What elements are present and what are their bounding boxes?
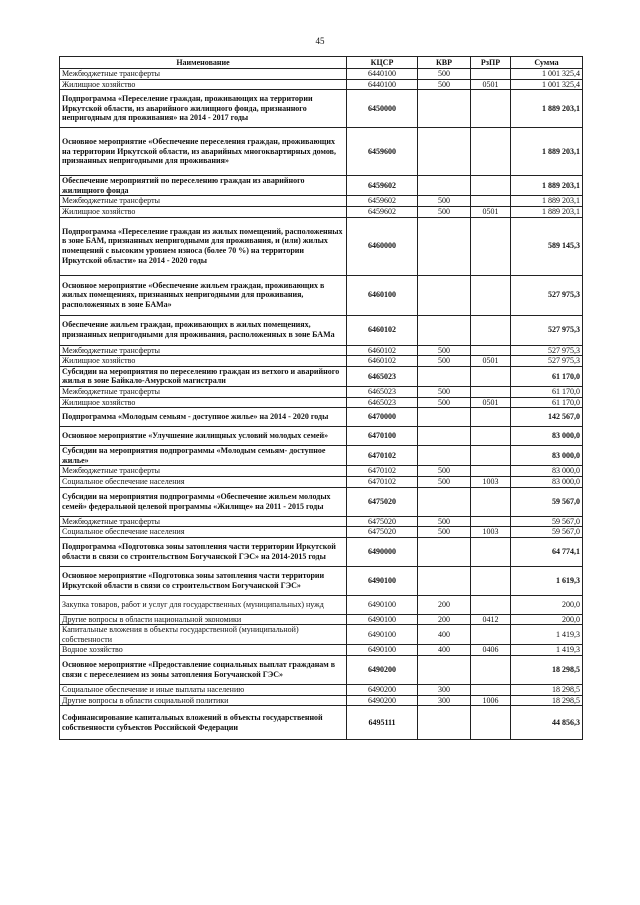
row-kvr — [418, 656, 471, 685]
row-rzpr — [471, 275, 511, 315]
row-rzpr — [471, 566, 511, 595]
row-kcsr: 6450000 — [347, 90, 418, 128]
row-rzpr: 1003 — [471, 476, 511, 487]
row-kcsr: 6459600 — [347, 128, 418, 176]
row-kvr: 500 — [418, 386, 471, 397]
row-rzpr — [471, 69, 511, 80]
row-name: Основное мероприятие «Подготовка зоны затопления части территории Иркутской области в связи со строительством Богучанской ГЭС» — [60, 566, 347, 595]
row-sum: 83 000,0 — [511, 446, 583, 466]
table-row — [60, 128, 583, 176]
table-row — [60, 487, 583, 516]
row-sum: 18 298,5 — [511, 656, 583, 685]
row-name: Межбюджетные трансферты — [60, 386, 347, 397]
row-sum: 64 774,1 — [511, 537, 583, 566]
row-kcsr: 6465023 — [347, 366, 418, 386]
row-rzpr — [471, 427, 511, 446]
row-sum: 44 856,3 — [511, 706, 583, 740]
row-sum: 1 001 325,4 — [511, 69, 583, 80]
row-rzpr: 0501 — [471, 397, 511, 408]
table-row — [60, 366, 583, 386]
row-sum: 59 567,0 — [511, 527, 583, 538]
row-rzpr — [471, 466, 511, 477]
row-kvr: 500 — [418, 466, 471, 477]
row-name: Субсидии на мероприятия по переселению граждан из ветхого и аварийного жилья в зоне Байкало-Амурской магистрали — [60, 366, 347, 386]
row-name: Межбюджетные трансферты — [60, 196, 347, 207]
row-kcsr: 6495111 — [347, 706, 418, 740]
row-name: Межбюджетные трансферты — [60, 345, 347, 356]
row-kcsr: 6460102 — [347, 345, 418, 356]
row-rzpr — [471, 217, 511, 275]
row-kvr — [418, 275, 471, 315]
row-sum: 61 170,0 — [511, 386, 583, 397]
table-row — [60, 196, 583, 207]
row-rzpr: 0501 — [471, 206, 511, 217]
row-kcsr: 6440100 — [347, 69, 418, 80]
row-sum: 200,0 — [511, 614, 583, 625]
header-kcsr: КЦСР — [347, 57, 418, 69]
budget-table — [59, 56, 583, 740]
row-kvr: 400 — [418, 645, 471, 656]
header-sum: Сумма — [511, 57, 583, 69]
row-kvr — [418, 566, 471, 595]
row-rzpr — [471, 128, 511, 176]
row-kvr — [418, 487, 471, 516]
row-kcsr: 6490100 — [347, 614, 418, 625]
row-name: Межбюджетные трансферты — [60, 466, 347, 477]
row-sum: 1 419,3 — [511, 625, 583, 645]
row-name: Обеспечение мероприятий по переселению граждан из аварийного жилищного фонда — [60, 176, 347, 196]
row-name: Закупка товаров, работ и услуг для государственных (муниципальных) нужд — [60, 595, 347, 614]
row-rzpr — [471, 516, 511, 527]
row-rzpr: 1006 — [471, 695, 511, 706]
row-kvr — [418, 408, 471, 427]
row-kcsr: 6490100 — [347, 566, 418, 595]
row-kvr: 500 — [418, 79, 471, 90]
row-name: Основное мероприятие «Предоставление социальных выплат гражданам в связи с переселением из зоны затопления Богучанской ГЭС» — [60, 656, 347, 685]
row-name: Подпрограмма «Молодым семьям - доступное жилье» на 2014 - 2020 годы — [60, 408, 347, 427]
table-row — [60, 356, 583, 367]
row-kcsr: 6459602 — [347, 196, 418, 207]
row-kcsr: 6490100 — [347, 645, 418, 656]
row-kvr — [418, 706, 471, 740]
row-sum: 59 567,0 — [511, 516, 583, 527]
row-rzpr — [471, 706, 511, 740]
table-row — [60, 79, 583, 90]
row-kvr: 300 — [418, 695, 471, 706]
row-rzpr — [471, 656, 511, 685]
table-row — [60, 476, 583, 487]
table-row — [60, 275, 583, 315]
row-kcsr: 6490100 — [347, 595, 418, 614]
row-rzpr: 1003 — [471, 527, 511, 538]
table-row — [60, 427, 583, 446]
row-sum: 142 567,0 — [511, 408, 583, 427]
row-sum: 527 975,3 — [511, 275, 583, 315]
row-name: Социальное обеспечение населения — [60, 527, 347, 538]
table-row — [60, 706, 583, 740]
table-row — [60, 537, 583, 566]
row-sum: 61 170,0 — [511, 366, 583, 386]
row-kcsr: 6470100 — [347, 427, 418, 446]
row-kcsr: 6460102 — [347, 356, 418, 367]
row-kvr: 500 — [418, 476, 471, 487]
table-row — [60, 176, 583, 196]
row-sum: 83 000,0 — [511, 427, 583, 446]
table-row — [60, 625, 583, 645]
table-row — [60, 645, 583, 656]
row-rzpr — [471, 446, 511, 466]
row-sum: 83 000,0 — [511, 466, 583, 477]
row-kvr — [418, 315, 471, 345]
row-name: Софинансирование капитальных вложений в объекты государственной собственности субъектов Российской Федерации — [60, 706, 347, 740]
row-rzpr — [471, 595, 511, 614]
table-row — [60, 695, 583, 706]
row-rzpr — [471, 537, 511, 566]
row-name: Водное хозяйство — [60, 645, 347, 656]
row-kcsr: 6490200 — [347, 656, 418, 685]
table-row — [60, 527, 583, 538]
row-name: Подпрограмма «Переселение граждан, проживающих на территории Иркутской области, из аварийного жилищного фонда, признанного непригодным для проживания» на 2014 - 2017 годы — [60, 90, 347, 128]
row-kcsr: 6490000 — [347, 537, 418, 566]
row-sum: 1 889 203,1 — [511, 176, 583, 196]
row-name: Социальное обеспечение и иные выплаты населению — [60, 685, 347, 696]
row-sum: 1 419,3 — [511, 645, 583, 656]
row-sum: 18 298,5 — [511, 685, 583, 696]
row-kcsr: 6459602 — [347, 176, 418, 196]
row-rzpr — [471, 345, 511, 356]
row-kvr — [418, 537, 471, 566]
row-rzpr — [471, 685, 511, 696]
row-kvr: 500 — [418, 516, 471, 527]
table-row — [60, 397, 583, 408]
table-row — [60, 206, 583, 217]
row-kcsr: 6460100 — [347, 275, 418, 315]
row-rzpr: 0501 — [471, 79, 511, 90]
row-rzpr — [471, 315, 511, 345]
row-sum: 527 975,3 — [511, 315, 583, 345]
row-sum: 527 975,3 — [511, 356, 583, 367]
row-name: Основное мероприятие «Улучшение жилищных условий молодых семей» — [60, 427, 347, 446]
row-kvr: 500 — [418, 196, 471, 207]
header-kvr: КВР — [418, 57, 471, 69]
table-header-row — [60, 57, 583, 69]
table-body — [60, 69, 583, 740]
row-name: Межбюджетные трансферты — [60, 69, 347, 80]
row-rzpr — [471, 196, 511, 207]
row-sum: 61 170,0 — [511, 397, 583, 408]
row-rzpr: 0406 — [471, 645, 511, 656]
row-rzpr — [471, 176, 511, 196]
row-name: Обеспечение жильем граждан, проживающих в жилых помещениях, признанных непригодными для проживания, расположенных в зоне БАМа — [60, 315, 347, 345]
row-name: Жилищное хозяйство — [60, 206, 347, 217]
row-kcsr: 6490200 — [347, 695, 418, 706]
row-rzpr — [471, 366, 511, 386]
row-name: Субсидии на мероприятия подпрограммы «Молодым семьям- доступное жилье» — [60, 446, 347, 466]
row-name: Капитальные вложения в объекты государственной (муниципальной) собственности — [60, 625, 347, 645]
row-rzpr — [471, 408, 511, 427]
row-sum: 18 298,5 — [511, 695, 583, 706]
table-row — [60, 90, 583, 128]
row-rzpr — [471, 386, 511, 397]
row-kcsr: 6470102 — [347, 446, 418, 466]
row-kvr — [418, 176, 471, 196]
table-row — [60, 69, 583, 80]
row-kcsr: 6440100 — [347, 79, 418, 90]
row-kcsr: 6475020 — [347, 527, 418, 538]
table-row — [60, 345, 583, 356]
row-rzpr — [471, 487, 511, 516]
row-name: Другие вопросы в области социальной политики — [60, 695, 347, 706]
row-sum: 1 889 203,1 — [511, 128, 583, 176]
table-row — [60, 408, 583, 427]
table-row — [60, 595, 583, 614]
table-row — [60, 566, 583, 595]
row-kvr: 500 — [418, 206, 471, 217]
table-row — [60, 446, 583, 466]
row-name: Жилищное хозяйство — [60, 79, 347, 90]
row-name: Подпрограмма «Подготовка зоны затопления части территории Иркутской области в связи со строительством Богучанской ГЭС» на 2014-2015 годы — [60, 537, 347, 566]
table-row — [60, 614, 583, 625]
row-rzpr — [471, 90, 511, 128]
row-sum: 200,0 — [511, 595, 583, 614]
row-sum: 1 889 203,1 — [511, 90, 583, 128]
row-kvr — [418, 128, 471, 176]
row-kvr — [418, 217, 471, 275]
table-row — [60, 217, 583, 275]
row-kcsr: 6490100 — [347, 625, 418, 645]
table-row — [60, 516, 583, 527]
row-kvr — [418, 427, 471, 446]
row-kcsr: 6475020 — [347, 516, 418, 527]
row-sum: 1 619,3 — [511, 566, 583, 595]
row-name: Межбюджетные трансферты — [60, 516, 347, 527]
row-rzpr — [471, 625, 511, 645]
row-kvr: 500 — [418, 356, 471, 367]
row-name: Социальное обеспечение населения — [60, 476, 347, 487]
row-sum: 59 567,0 — [511, 487, 583, 516]
row-name: Основное мероприятие «Обеспечение жильем граждан, проживающих в жилых помещениях, признанных непригодными для проживания, расположенных в зоне БАМа» — [60, 275, 347, 315]
row-kvr — [418, 90, 471, 128]
row-name: Основное мероприятие «Обеспечение переселения граждан, проживающих на территории Иркутской области, из аварийных многоквартирных домов, признанных непригодными для проживания» — [60, 128, 347, 176]
header-rzpr: РзПР — [471, 57, 511, 69]
row-name: Жилищное хозяйство — [60, 356, 347, 367]
row-sum: 1 889 203,1 — [511, 196, 583, 207]
row-kcsr: 6460000 — [347, 217, 418, 275]
row-kcsr: 6459602 — [347, 206, 418, 217]
table-row — [60, 315, 583, 345]
row-name: Другие вопросы в области национальной экономики — [60, 614, 347, 625]
row-rzpr: 0501 — [471, 356, 511, 367]
row-sum: 1 889 203,1 — [511, 206, 583, 217]
table-row — [60, 386, 583, 397]
row-sum: 589 145,3 — [511, 217, 583, 275]
row-kvr: 400 — [418, 625, 471, 645]
row-kcsr: 6470102 — [347, 476, 418, 487]
row-kvr — [418, 446, 471, 466]
row-kcsr: 6460102 — [347, 315, 418, 345]
row-name: Субсидии на мероприятия подпрограммы «Обеспечение жильем молодых семей» федеральной целевой программы «Жилище» на 2011 - 2015 годы — [60, 487, 347, 516]
row-kvr: 200 — [418, 614, 471, 625]
page-number: 45 — [315, 36, 325, 46]
row-kvr: 500 — [418, 345, 471, 356]
row-kcsr: 6470000 — [347, 408, 418, 427]
table-row — [60, 656, 583, 685]
row-kvr: 500 — [418, 397, 471, 408]
row-rzpr: 0412 — [471, 614, 511, 625]
row-kcsr: 6470102 — [347, 466, 418, 477]
row-sum: 83 000,0 — [511, 476, 583, 487]
table-row — [60, 685, 583, 696]
table-row — [60, 466, 583, 477]
row-kcsr: 6475020 — [347, 487, 418, 516]
header-name: Наименование — [60, 57, 347, 69]
row-kvr: 500 — [418, 527, 471, 538]
row-kvr: 300 — [418, 685, 471, 696]
row-sum: 527 975,3 — [511, 345, 583, 356]
row-sum: 1 001 325,4 — [511, 79, 583, 90]
row-kcsr: 6465023 — [347, 397, 418, 408]
row-kvr: 500 — [418, 69, 471, 80]
row-name: Подпрограмма «Переселение граждан из жилых помещений, расположенных в зоне БАМ, признанных непригодными для проживания, и (или) жилых помещений с высоким уровнем износа (более 70 %) на территории Иркутской области» на 2014 - 2020 годы — [60, 217, 347, 275]
row-kcsr: 6490200 — [347, 685, 418, 696]
row-name: Жилищное хозяйство — [60, 397, 347, 408]
row-kvr — [418, 366, 471, 386]
row-kvr: 200 — [418, 595, 471, 614]
row-kcsr: 6465023 — [347, 386, 418, 397]
